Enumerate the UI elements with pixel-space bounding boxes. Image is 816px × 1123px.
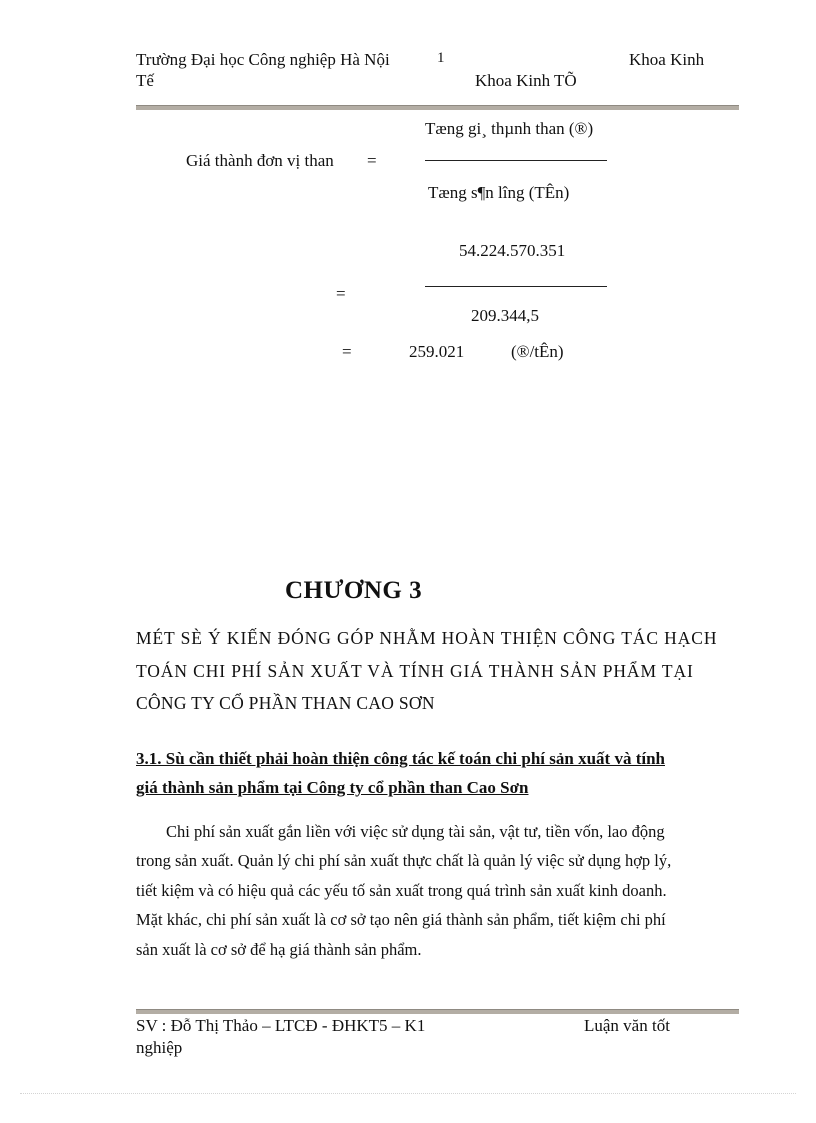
paragraph-line: Chi phí sản xuất gắn liền với việc sử dụng tài sản, vật tư, tiền vốn, lao động: [166, 822, 665, 841]
formula-fraction-line: [425, 160, 607, 161]
formula-label: Giá thành đơn vị than: [186, 151, 334, 170]
header-faculty-center: Khoa Kinh TÕ: [475, 71, 577, 90]
footer-student: SV : Đỗ Thị Thảo – LTCĐ - ĐHKT5 – K1: [136, 1016, 426, 1035]
paragraph-line: trong sản xuất. Quản lý chi phí sản xuất thực chất là quản lý việc sử dụng hợp lý,: [136, 851, 672, 870]
footer-thesis: Luận văn tốt: [584, 1016, 670, 1035]
paragraph-line: tiết kiệm và có hiệu quả các yếu tố sản xuất trong quá trình sản xuất kinh doanh.: [136, 881, 667, 900]
formula-denominator: Tæng s¶n lîng (TÊn): [428, 183, 570, 202]
footer-rule: [136, 1009, 739, 1014]
result-unit: (®/tÊn): [511, 342, 564, 361]
formula-equals: =: [367, 151, 377, 170]
header-rule: [136, 105, 739, 110]
page-number: 1: [437, 50, 445, 66]
footer-thesis-wrap: nghiệp: [136, 1038, 183, 1057]
calc-fraction-line: [425, 286, 607, 287]
paragraph-line: sản xuất là cơ sở để hạ giá thành sản phẩm.: [136, 940, 422, 959]
header-school: Trường Đại học Công nghiệp Hà Nội: [136, 50, 390, 69]
result-equals: =: [342, 342, 352, 361]
page-bottom-border: [20, 1093, 796, 1094]
calc-numerator: 54.224.570.351: [459, 241, 566, 260]
calc-equals: =: [336, 284, 346, 303]
chapter-subtitle-line: MÉT SÈ Ý KIẾN ĐÓNG GÓP NHẰM HOÀN THIỆN CÔNG TÁC HẠCH: [136, 628, 718, 648]
paragraph-line: Mặt khác, chi phí sản xuất là cơ sở tạo nên giá thành sản phẩm, tiết kiệm chi phí: [136, 910, 666, 929]
section-heading-line: 3.1. Sù cần thiết phải hoàn thiện công tác kế toán chi phí sản xuất và tính: [136, 749, 665, 768]
chapter-subtitle-line: CÔNG TY CỔ PHẦN THAN CAO SƠN: [136, 693, 435, 713]
calc-denominator: 209.344,5: [471, 306, 539, 325]
result-value: 259.021: [409, 342, 465, 361]
chapter-title: CHƯƠNG 3: [285, 577, 423, 604]
header-faculty-right: Khoa Kinh: [629, 50, 705, 69]
chapter-subtitle-line: TOÁN CHI PHÍ SẢN XUẤT VÀ TÍNH GIÁ THÀNH SẢN PHẨM TẠI: [136, 661, 694, 681]
formula-numerator: Tæng gi¸ thµnh than (®): [425, 119, 594, 138]
header-faculty-wrap: Tế: [136, 71, 154, 90]
section-heading-line: giá thành sản phẩm tại Công ty cổ phần than Cao Sơn: [136, 778, 529, 797]
